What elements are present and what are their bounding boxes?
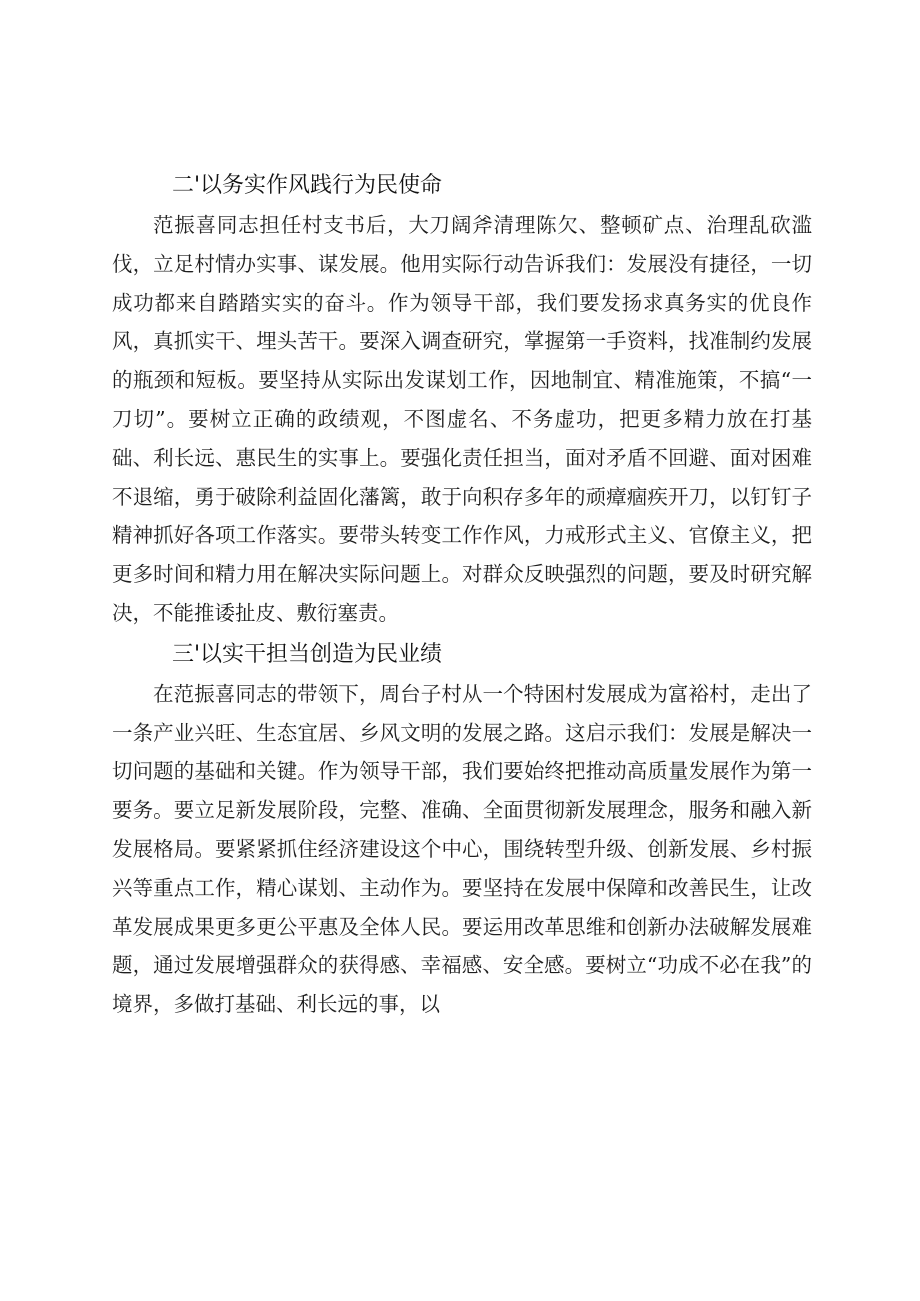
section-heading-2: 二'以务实作风践行为民使命 [172, 173, 443, 198]
document-body [112, 166, 812, 1024]
section-paragraph-2: 范振喜同志担任村支书后，大刀阔斧清理陈欠、整顿矿点、治理乱砍滥伐，立足村情办实事、谋发展。他用实际行动告诉我们：发展没有捷径，一切成功都来自踏踏实实的奋斗。作为领导干部，我们要发扬求真务实的优良作风，真抓实干、埋头苦干。要深入调查研究，掌握第一手资料，找准制约发展的瓶颈和短板。要坚持从实际出发谋划工作，因地制宜、精准施策，不搞“一刀切”。要树立正确的政绩观，不图虚名、不务虚功，把更多精力放在打基础、利长远、惠民生的实事上。要强化责任担当，面对矛盾不回避、面对困难不退缩，勇于破除利益固化藩篱，敢于向积存多年的顽瘴痼疾开刀，以钉钉子精神抓好各项工作落实。要带头转变工作作风，力戒形式主义、官僚主义，把更多时间和精力用在解决实际问题上。对群众反映强烈的问题，要及时研究解决，不能推诿扯皮、敷衍塞责。 [112, 213, 812, 625]
section-paragraph-3: 在范振喜同志的带领下，周台子村从一个特困村发展成为富裕村，走出了一条产业兴旺、生态宜居、乡风文明的发展之路。这启示我们：发展是解决一切问题的基础和关键。作为领导干部，我们要始终把推动高质量发展作为第一要务。要立足新发展阶段，完整、准确、全面贯彻新发展理念，服务和融入新发展格局。要紧紧抓住经济建设这个中心，围绕转型升级、创新发展、乡村振兴等重点工作，精心谋划、主动作为。要坚持在发展中保障和改善民生，让改革发展成果更多更公平惠及全体人民。要运用改革思维和创新办法破解发展难题，通过发展增强群众的获得感、幸福感、安全感。要树立“功成不必在我”的境界，多做打基础、利长远的事，以 [112, 681, 812, 1017]
section-heading-3: 三'以实干担当创造为民业绩 [172, 641, 443, 667]
